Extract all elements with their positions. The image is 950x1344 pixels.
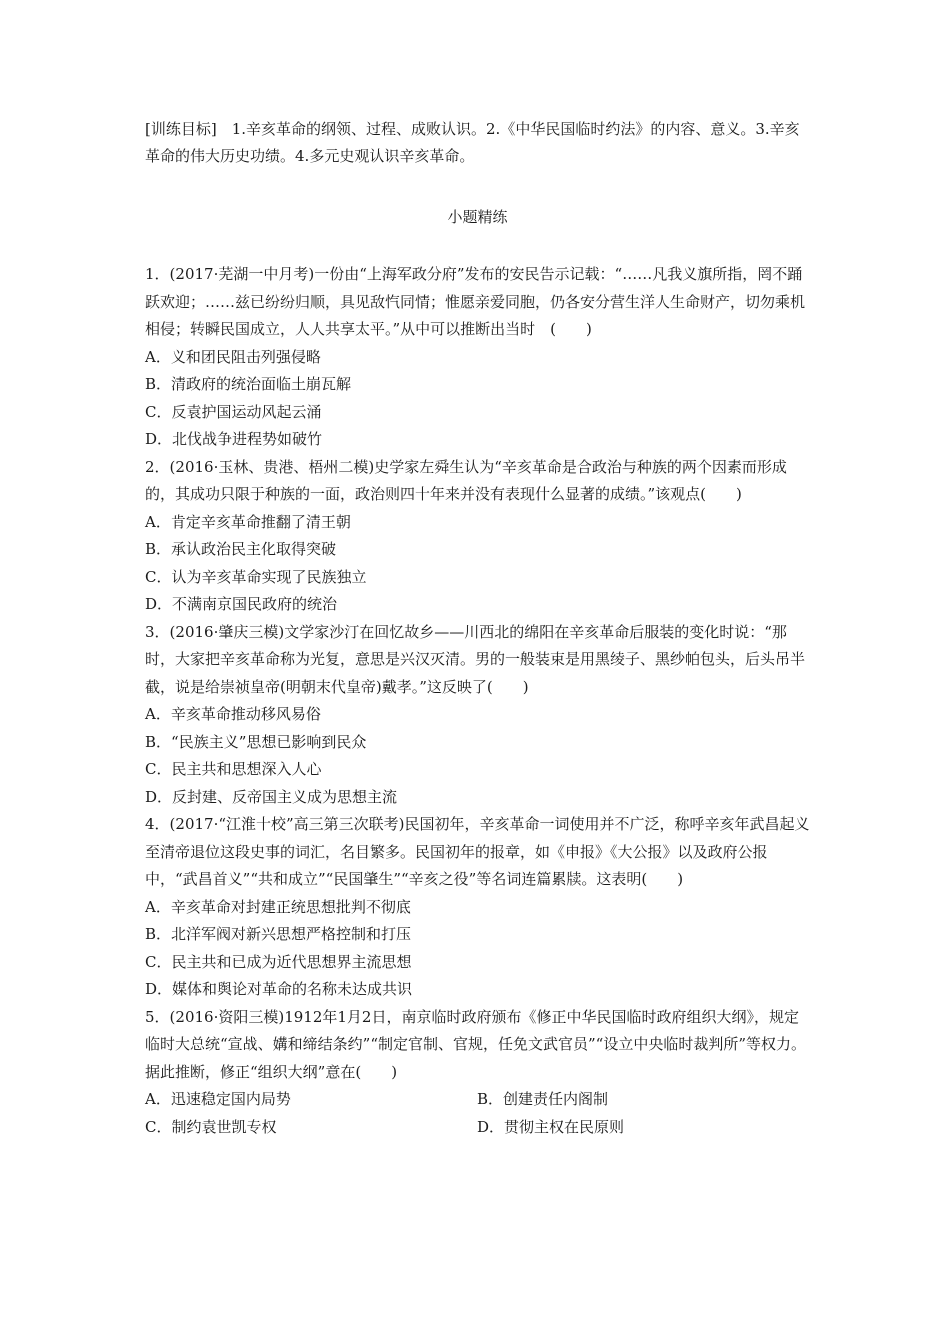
option-a: A．义和团民阻击列强侵略	[145, 347, 321, 366]
option-d: D．媒体和舆论对革命的名称未达成共识	[145, 980, 413, 998]
question-text: 4．(2017·“江淮十校”高三第三次联考)民国初年，辛亥革命一词使用并不广泛，称呼辛亥年武昌起义至清帝退位这段史事的词汇，名目繁多。民国初年的报章，如《申报》《大公报》以及政府公报中，“武昌首义”“共和成立”“民国肇生”“辛亥之役”等名词连篇累牍。这表明( )	[145, 815, 810, 888]
question-text: 3．(2016·肇庆三模)文学家沙汀在回忆故乡——川西北的绵阳在辛亥革命后服装的变化时说：“那时，大家把辛亥革命称为光复，意思是兴汉灭清。男的一般装束是用黑绫子、黑纱帕包头，后头吊半截，说是给崇祯皇帝(明朝末代皇帝)戴孝。”这反映了( )	[145, 622, 806, 696]
option-d: D．不满南京国民政府的统治	[145, 595, 338, 613]
option-b: B．承认政治民主化取得突破	[145, 540, 337, 558]
question-text: 1．(2017·芜湖一中月考)一份由“上海军政分府”发布的安民告示记载：“……凡我义旗所指，罔不踊跃欢迎；……兹已纷纷归顺，具见敌忾同情；惟愿亲爱同胞，仍各安分营生洋人生命财产，切勿乘机相侵；转瞬民国成立，人人共享太平。”从中可以推断出当时 ( )	[145, 265, 806, 338]
option-c: C．反袁护国运动风起云涌	[145, 402, 322, 421]
question-1	[145, 261, 810, 454]
option-row	[145, 1114, 810, 1142]
question-text: 5．(2016·资阳三模)1912年1月2日，南京临时政府颁布《修正中华民国临时政府组织大纲》，规定临时大总统“宣战、媾和缔结条约”“制定官制、官规，任免文武官员”“设立中央临时裁判所”等权力。据此推断，修正“组织大纲”意在( )	[145, 1007, 807, 1081]
option-a: A．辛亥革命对封建正统思想批判不彻底	[145, 897, 411, 916]
question-3	[145, 619, 810, 812]
question-5	[145, 1004, 810, 1142]
training-goals: [训练目标] 1.辛亥革命的纲领、过程、成败认识。2.《中华民国临时约法》的内容、意义。3.辛亥革命的伟大历史功绩。4.多元史观认识辛亥革命。	[145, 120, 800, 165]
section-title: 小题精练	[447, 208, 508, 226]
option-row	[145, 1086, 810, 1114]
option-c: C．民主共和思想深入人心	[145, 760, 322, 778]
option-d: D．反封建、反帝国主义成为思想主流	[145, 787, 398, 806]
option-c: C．民主共和已成为近代思想界主流思想	[145, 952, 412, 971]
question-2	[145, 454, 810, 619]
option-c: C．认为辛亥革命实现了民族独立	[145, 567, 367, 586]
option-a: A．辛亥革命推动移风易俗	[145, 705, 321, 723]
option-a: A．迅速稳定国内局势	[145, 1090, 291, 1108]
option-a: A．肯定辛亥革命推翻了清王朝	[145, 512, 351, 531]
option-b: B．清政府的统治面临土崩瓦解	[145, 375, 352, 393]
question-4	[145, 811, 810, 1004]
question-text: 2．(2016·玉林、贵港、梧州二模)史学家左舜生认为“辛亥革命是合政治与种族的两个因素而形成的，其成功只限于种族的一面，政治则四十年来并没有表现什么显著的成绩。”该观点( )	[145, 457, 787, 503]
document-content	[145, 116, 810, 1141]
option-b: B．北洋军阀对新兴思想严格控制和打压	[145, 925, 412, 943]
option-d: D．贯彻主权在民原则	[477, 1117, 625, 1136]
option-b: B．“民族主义”思想已影响到民众	[145, 732, 367, 751]
option-c: C．制约袁世凯专权	[145, 1117, 277, 1136]
option-b: B．创建责任内阁制	[477, 1090, 609, 1108]
option-d: D．北伐战争进程势如破竹	[145, 430, 323, 448]
